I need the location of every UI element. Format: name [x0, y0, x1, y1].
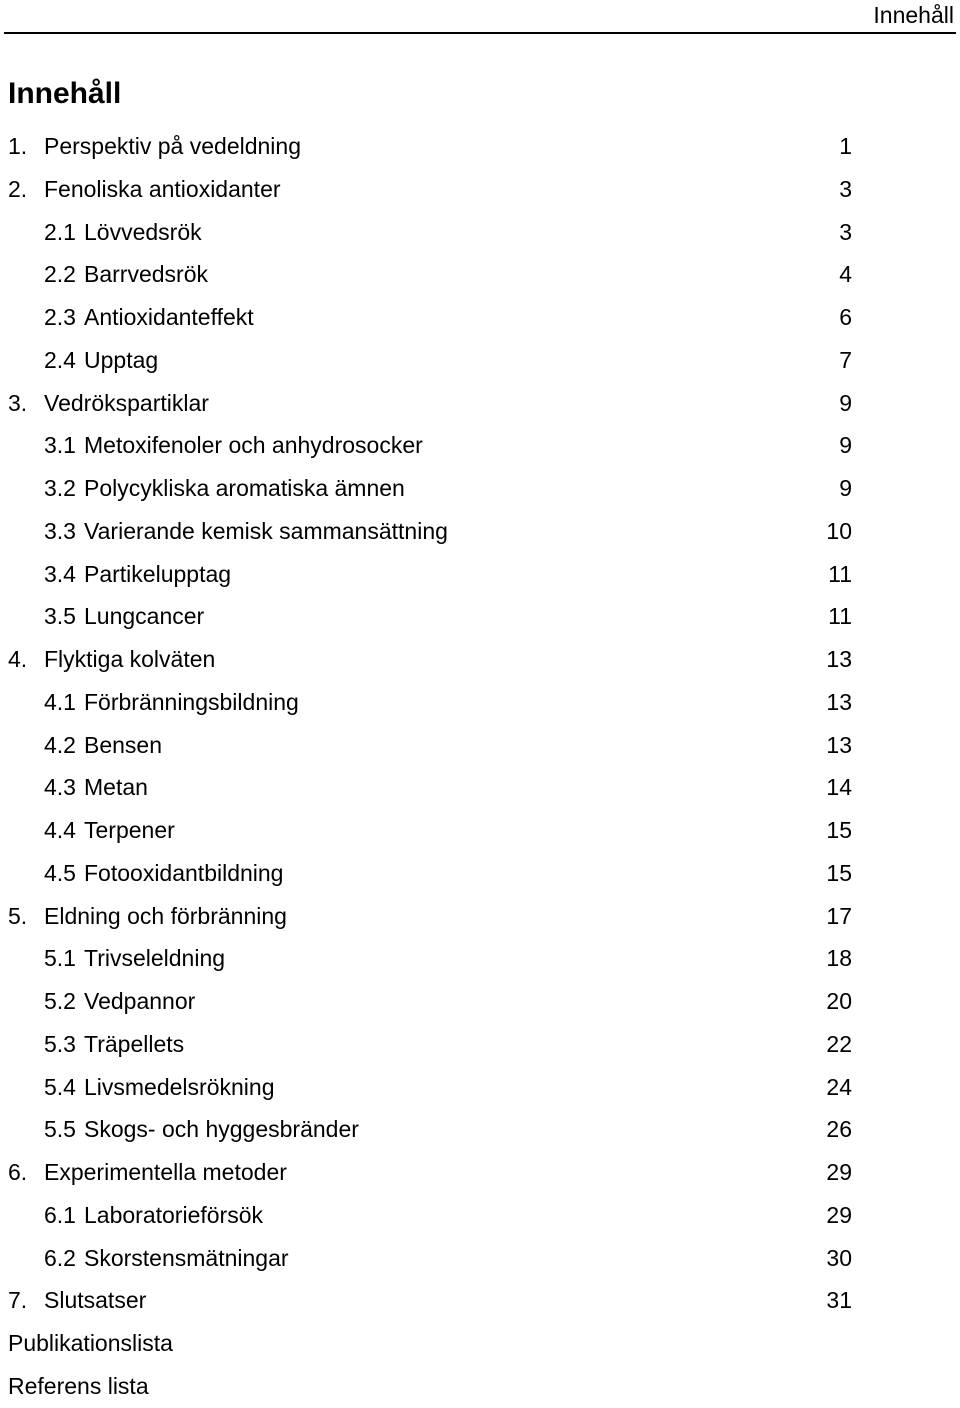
toc-entry-page-number: 9: [839, 389, 852, 416]
toc-entry-label[interactable]: Antioxidanteffekt: [84, 304, 254, 330]
toc-entry[interactable]: [0, 168, 960, 211]
toc-entry-number: 5.5: [44, 1116, 76, 1143]
toc-entry[interactable]: [0, 1151, 960, 1194]
toc-entry-number: 2.3: [44, 304, 76, 330]
toc-entry-label[interactable]: Livsmedelsrökning: [84, 1073, 275, 1100]
toc-entry-number: 4.1: [44, 688, 76, 715]
toc-entry-label[interactable]: Fenoliska antioxidanter: [44, 175, 281, 202]
toc-entry[interactable]: [0, 724, 960, 767]
toc-entry[interactable]: [0, 1023, 960, 1066]
toc-entry[interactable]: [0, 296, 960, 339]
toc-entry-label[interactable]: Experimentella metoder: [44, 1159, 287, 1185]
toc-entry-number: 2.2: [44, 261, 76, 288]
toc-entry-label[interactable]: Metoxifenoler och anhydrosocker: [84, 432, 423, 459]
toc-entry-page-number: 29: [826, 1159, 852, 1185]
toc-entry[interactable]: [0, 553, 960, 596]
toc-entry-label[interactable]: Lövvedsrök: [84, 218, 202, 245]
toc-list: [0, 125, 960, 1408]
toc-entry-number: 2.4: [44, 346, 76, 373]
toc-entry-page-number: 10: [826, 517, 852, 544]
toc-entry-number: 6.: [8, 1159, 28, 1185]
header-divider: [4, 32, 956, 34]
toc-entry[interactable]: [0, 253, 960, 296]
toc-entry[interactable]: [0, 681, 960, 724]
toc-entry-number: 5.1: [44, 945, 76, 972]
toc-entry-number: 3.4: [44, 560, 76, 587]
toc-entry-number: 6.2: [44, 1244, 76, 1271]
toc-entry-page-number: 29: [826, 1201, 852, 1228]
toc-entry-label[interactable]: Laboratorieförsök: [84, 1201, 263, 1228]
toc-entry-label[interactable]: Terpener: [84, 817, 175, 843]
toc-entry-page-number: 4: [839, 261, 852, 288]
toc-entry[interactable]: [0, 638, 960, 681]
toc-entry-label[interactable]: Flyktiga kolväten: [44, 646, 216, 672]
toc-entry[interactable]: [0, 339, 960, 382]
toc-entry-label[interactable]: Partikelupptag: [84, 560, 232, 587]
toc-entry-page-number: 18: [826, 945, 852, 972]
toc-entry-page-number: 31: [826, 1287, 852, 1314]
toc-entry[interactable]: [0, 595, 960, 638]
toc-entry-number: 4.3: [44, 774, 76, 801]
toc-entry-page-number: 9: [839, 475, 852, 501]
toc-entry-number: 7.: [8, 1287, 28, 1314]
toc-entry[interactable]: [0, 1066, 960, 1109]
toc-entry-number: 5.3: [44, 1030, 76, 1057]
toc-entry[interactable]: [0, 852, 960, 895]
toc-entry-page-number: 20: [826, 988, 852, 1014]
toc-entry-label[interactable]: Fotooxidantbildning: [84, 859, 284, 886]
toc-entry-number: 3.: [8, 389, 28, 416]
toc-entry-label[interactable]: Slutsatser: [44, 1287, 147, 1314]
toc-entry-page-number: 30: [826, 1244, 852, 1271]
toc-entry-number: 4.4: [44, 817, 76, 843]
toc-entry-page-number: 3: [839, 218, 852, 245]
toc-entry-page-number: 7: [839, 346, 852, 373]
toc-entry-page-number: 6: [839, 304, 852, 330]
toc-entry-label[interactable]: Bensen: [84, 731, 163, 758]
toc-entry-number: 3.5: [44, 603, 76, 630]
toc-entry-page-number: 3: [839, 175, 852, 202]
toc-entry-label[interactable]: Upptag: [84, 346, 159, 373]
toc-entry-number: 2.1: [44, 218, 76, 245]
toc-entry-label[interactable]: Skorstensmätningar: [84, 1244, 289, 1271]
running-header: Innehåll: [873, 2, 954, 28]
toc-entry-label[interactable]: Vedrökspartiklar: [44, 389, 209, 416]
toc-entry[interactable]: [0, 125, 960, 168]
toc-entry[interactable]: [0, 424, 960, 467]
toc-entry-number: 5.: [8, 902, 28, 929]
toc-entry[interactable]: [0, 766, 960, 809]
toc-entry[interactable]: [0, 1194, 960, 1237]
toc-entry-label[interactable]: Polycykliska aromatiska ämnen: [84, 475, 405, 501]
toc-entry-label[interactable]: Perspektiv på vedeldning: [44, 133, 301, 159]
toc-entry-label[interactable]: Lungcancer: [84, 603, 205, 630]
toc-entry-label[interactable]: Trivseleldning: [84, 945, 226, 972]
toc-entry-number: 4.2: [44, 731, 76, 758]
toc-entry-number: 5.4: [44, 1073, 76, 1100]
toc-entry-number: 2.: [8, 175, 28, 202]
toc-entry-number: 3.2: [44, 475, 76, 501]
toc-entry-page-number: 26: [826, 1116, 852, 1143]
toc-entry-label[interactable]: Publikationslista: [8, 1330, 173, 1356]
toc-entry[interactable]: [0, 510, 960, 553]
toc-entry-label[interactable]: Skogs- och hyggesbränder: [84, 1116, 359, 1143]
toc-entry-page-number: 11: [828, 560, 852, 587]
toc-entry-label[interactable]: Träpellets: [84, 1030, 185, 1057]
toc-entry[interactable]: [0, 809, 960, 852]
toc-entry-number: 3.1: [44, 432, 76, 459]
toc-entry[interactable]: [0, 980, 960, 1023]
toc-entry-number: 4.: [8, 646, 28, 672]
toc-entry[interactable]: [0, 1322, 960, 1365]
toc-entry-label[interactable]: Förbränningsbildning: [84, 688, 299, 715]
toc-entry-page-number: 11: [828, 603, 852, 630]
toc-entry-page-number: 1: [839, 133, 852, 159]
toc-entry-page-number: 13: [826, 731, 852, 758]
toc-entry-label[interactable]: Metan: [84, 774, 148, 801]
toc-entry-page-number: 15: [826, 859, 852, 886]
toc-entry[interactable]: [0, 211, 960, 254]
toc-entry-label[interactable]: Barrvedsrök: [84, 261, 208, 288]
toc-entry-label[interactable]: Vedpannor: [84, 988, 196, 1014]
toc-entry[interactable]: [0, 895, 960, 938]
toc-entry-label[interactable]: Eldning och förbränning: [44, 902, 287, 929]
toc-entry-number: 5.2: [44, 988, 76, 1014]
toc-entry[interactable]: [0, 937, 960, 980]
toc-entry-page-number: 13: [826, 646, 852, 672]
toc-entry-number: 1.: [8, 133, 28, 159]
toc-entry-page-number: 22: [826, 1030, 852, 1057]
toc-title: Innehåll: [8, 77, 122, 110]
toc-entry[interactable]: [0, 1108, 960, 1151]
toc-entry[interactable]: [0, 382, 960, 425]
toc-entry-page-number: 14: [826, 774, 852, 801]
toc-entry-number: 6.1: [44, 1201, 76, 1228]
toc-entry[interactable]: [0, 1365, 960, 1408]
toc-entry[interactable]: [0, 467, 960, 510]
toc-entry-page-number: 9: [839, 432, 852, 459]
toc-entry-label[interactable]: Varierande kemisk sammansättning: [84, 517, 448, 544]
toc-entry-number: 4.5: [44, 859, 76, 886]
toc-entry-number: 3.3: [44, 517, 76, 544]
toc-entry[interactable]: [0, 1237, 960, 1280]
toc-entry-page-number: 15: [826, 817, 852, 843]
toc-entry-page-number: 13: [826, 688, 852, 715]
toc-entry-page-number: 24: [826, 1073, 852, 1100]
toc-entry-label[interactable]: Referens lista: [8, 1372, 149, 1399]
toc-entry[interactable]: [0, 1279, 960, 1322]
toc-entry-page-number: 17: [826, 902, 852, 929]
